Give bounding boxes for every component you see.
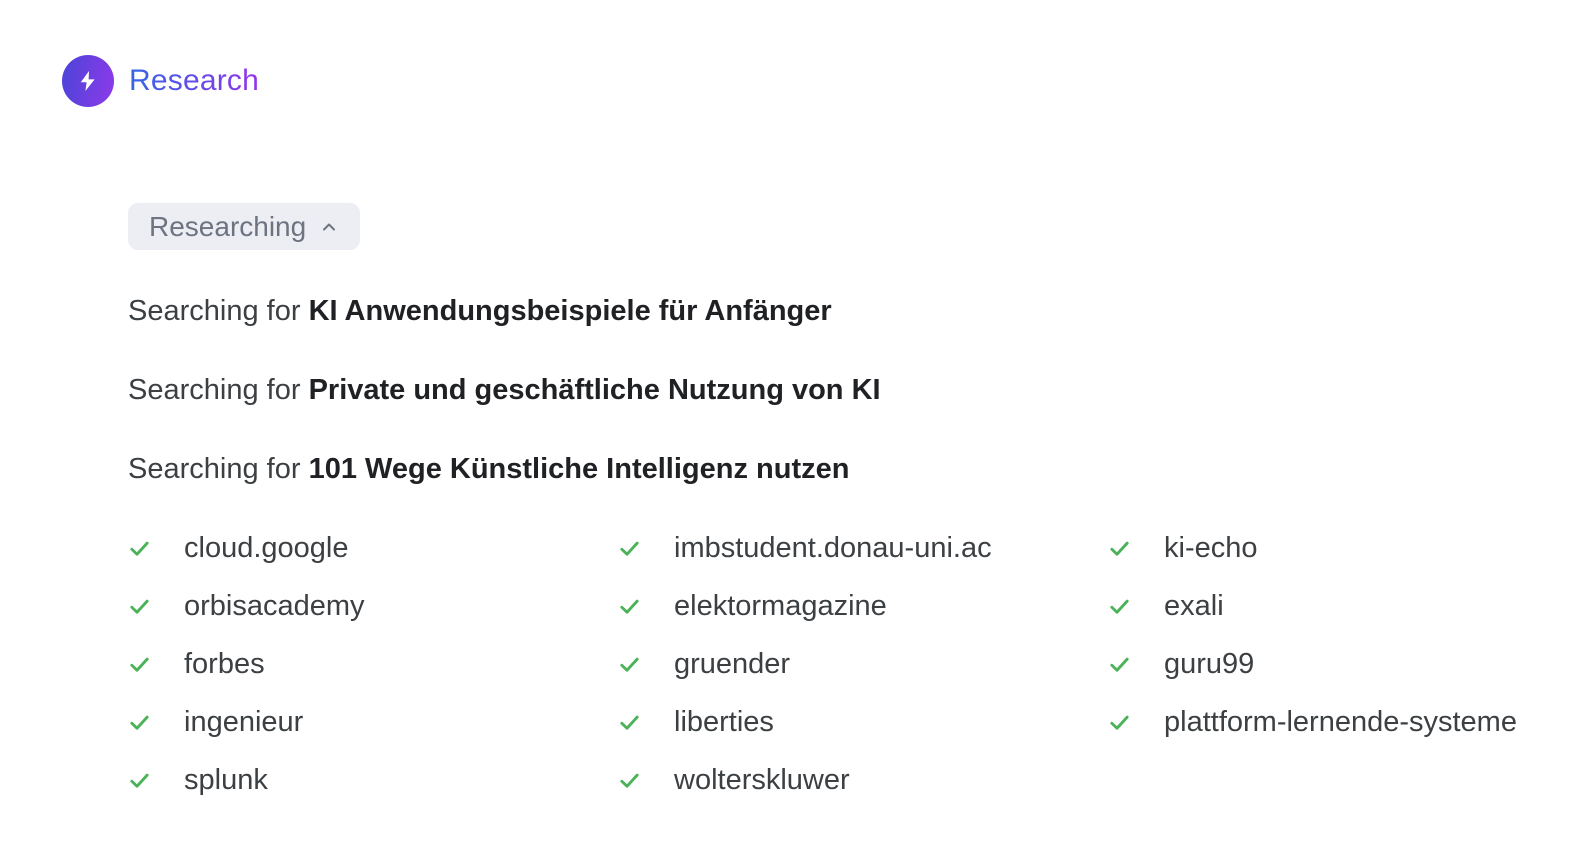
source-item [618,761,1108,799]
search-query-line [128,450,1580,488]
search-query: KI Anwendungsbeispiele für Anfänger [308,295,832,327]
source-name: cloud.google [184,531,349,564]
source-name: ingenieur [184,705,304,738]
research-activity [128,203,1580,799]
research-header [62,55,259,107]
chevron-up-icon [319,217,339,237]
source-name: ki-echo [1164,531,1258,564]
search-list [128,292,1580,488]
check-icon [128,595,151,618]
source-name: guru99 [1164,647,1255,680]
source-item [618,703,1108,741]
check-icon [618,595,641,618]
search-query-line [128,292,1580,330]
source-item [618,645,1108,683]
check-icon [128,537,151,560]
source-name: forbes [184,647,265,680]
search-prefix: Searching for [128,453,301,485]
check-icon [128,653,151,676]
source-name: exali [1164,589,1224,622]
search-query: Private und geschäftliche Nutzung von KI [308,374,881,406]
sources-grid [128,529,1580,799]
research-logo [62,55,114,107]
search-prefix: Searching for [128,374,301,406]
search-prefix: Searching for [128,295,301,327]
source-name: plattform-lernende-systeme [1164,705,1517,738]
source-name: gruender [674,647,791,680]
source-item [1108,587,1580,625]
lightning-bolt-icon [76,69,100,93]
source-item [128,761,618,799]
check-icon [128,711,151,734]
check-icon [1108,595,1131,618]
source-item [618,529,1108,567]
researching-toggle[interactable] [128,203,360,250]
source-item [1108,529,1580,567]
source-item [1108,645,1580,683]
source-name: wolterskluwer [674,763,850,796]
source-name: imbstudent.donau-uni.ac [674,531,992,564]
source-item [128,645,618,683]
page-title: Research [129,64,259,97]
check-icon [618,769,641,792]
source-name: splunk [184,763,268,796]
check-icon [618,537,641,560]
source-item [128,703,618,741]
source-name: liberties [674,705,774,738]
source-name: elektormagazine [674,589,887,622]
search-query-line [128,371,1580,409]
source-item [618,587,1108,625]
check-icon [128,769,151,792]
researching-label: Researching [149,210,307,242]
check-icon [618,653,641,676]
source-item [1108,703,1580,741]
source-item [128,529,618,567]
check-icon [1108,653,1131,676]
check-icon [1108,537,1131,560]
source-item [128,587,618,625]
search-query: 101 Wege Künstliche Intelligenz nutzen [308,453,850,485]
check-icon [1108,711,1131,734]
source-name: orbisacademy [184,589,365,622]
check-icon [618,711,641,734]
